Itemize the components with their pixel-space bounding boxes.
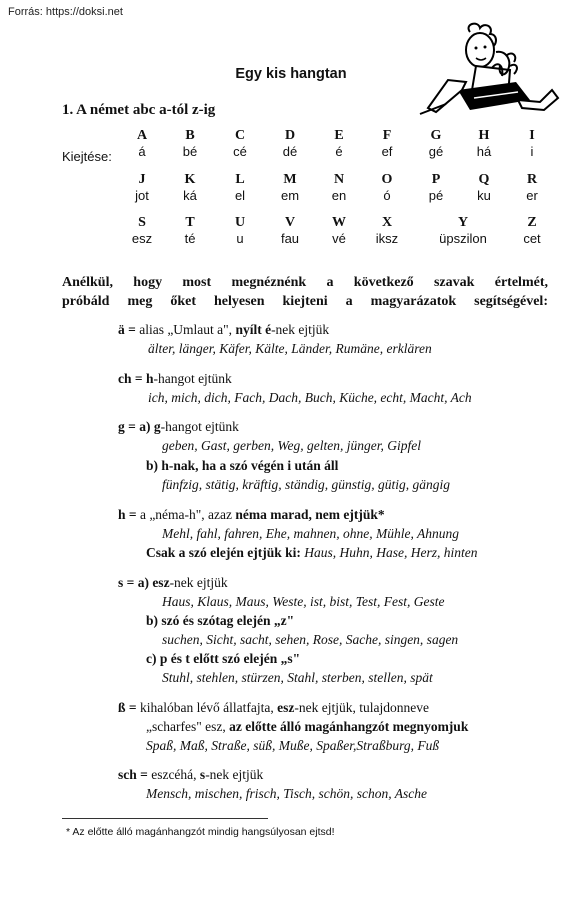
alphabet-letter: A [136, 128, 148, 143]
alphabet-letter: T [185, 215, 195, 230]
alphabet-pronunciation: i [530, 144, 534, 159]
alphabet-letter: U [234, 215, 246, 230]
alphabet-letter: X [381, 215, 393, 230]
alphabet-pronunciation: há [476, 144, 492, 159]
alphabet-letter: P [431, 172, 441, 187]
alphabet-pronunciation: gé [428, 144, 444, 159]
alphabet-pronunciation: vé [332, 231, 346, 246]
examples-eszett: Spaß, Maß, Straße, süß, Muße, Spaßer,Straßburg, Fuß [146, 738, 440, 753]
examples-s-c: Stuhl, stehlen, stürzen, Stahl, sterben, stellen, spät [162, 670, 433, 685]
alphabet-letter: N [333, 172, 345, 187]
alphabet-letter: Y [457, 215, 469, 230]
rule-g: g = a) g-hangot ejtünk [118, 419, 239, 434]
alphabet-letter: J [138, 172, 146, 187]
rule-s-c: c) p és t előtt szó elején „s" [146, 651, 301, 666]
alphabet-cell [497, 172, 567, 203]
rule-h-csak: Csak a szó elején ejtjük ki: Haus, Huhn, Hase, Herz, hinten [146, 545, 478, 560]
alphabet-pronunciation: jot [135, 188, 149, 203]
alphabet-letter: V [284, 215, 296, 230]
alphabet-pronunciation: cet [523, 231, 541, 246]
alphabet-letter: E [334, 128, 344, 143]
alphabet-pronunciation: em [280, 188, 300, 203]
alphabet-pronunciation: ef [381, 144, 393, 159]
alphabet-pronunciation: u [236, 231, 244, 246]
alphabet-pronunciation: üpszilon [439, 231, 487, 246]
alphabet-pronunciation: á [138, 144, 146, 159]
alphabet-letter: C [234, 128, 246, 143]
alphabet-pronunciation: iksz [375, 231, 399, 246]
intro-line: próbáld meg őket helyesen kiejteni a magyarázatok segítségével: [62, 294, 548, 309]
alphabet-pronunciation: é [335, 144, 343, 159]
alphabet-letter: L [235, 172, 245, 187]
alphabet-letter: M [283, 172, 297, 187]
footnote: * Az előtte álló magánhangzót mindig hangsúlyosan ejtsd! [66, 826, 335, 838]
examples-ch: ich, mich, dich, Fach, Dach, Buch, Küche, echt, Macht, Ach [148, 390, 472, 405]
alphabet-pronunciation: dé [282, 144, 298, 159]
examples-s-b: suchen, Sicht, sacht, sehen, Rose, Sache, singen, sagen [162, 632, 459, 647]
alphabet-letter: Z [527, 215, 537, 230]
alphabet-letter: B [185, 128, 195, 143]
rule-eszett: ß = kihalóban lévő állatfajta, esz-nek ejtjük, tulajdonneve [118, 700, 429, 715]
alphabet-letter: H [478, 128, 490, 143]
alphabet-pronunciation: té [184, 231, 196, 246]
alphabet-letter: Q [478, 172, 490, 187]
alphabet-letter: I [529, 128, 535, 143]
footnote-divider [62, 818, 268, 819]
examples-ae: älter, länger, Käfer, Kälte, Länder, Rumäne, erklären [148, 341, 432, 356]
examples-sch: Mensch, mischen, frisch, Tisch, schön, schon, Asche [146, 786, 427, 801]
rule-eszett-line2: „scharfes" esz, az előtte álló magánhangzót megnyomjuk [146, 719, 469, 734]
alphabet-letter: W [332, 215, 346, 230]
rule-ch: ch = h-hangot ejtünk [118, 371, 232, 386]
page-title: Egy kis hangtan [235, 66, 347, 82]
rule-sch: sch = eszcéhá, s-nek ejtjük [118, 767, 264, 782]
examples-g-b: fünfzig, stätig, kräftig, ständig, günstig, gütig, gängig [162, 477, 451, 492]
alphabet-pronunciation: esz [131, 231, 153, 246]
rule-s-b: b) szó és szótag elején „z" [146, 613, 295, 628]
alphabet-pronunciation: fau [280, 231, 300, 246]
rule-h: h = a „néma-h", azaz néma marad, nem ejtjük* [118, 507, 385, 522]
alphabet-letter: D [284, 128, 296, 143]
examples-g-a: geben, Gast, gerben, Weg, gelten, jünger, Gipfel [162, 438, 421, 453]
alphabet-cell [428, 215, 498, 246]
alphabet-pronunciation: ká [183, 188, 197, 203]
alphabet-letter: G [430, 128, 442, 143]
examples-s-a: Haus, Klaus, Maus, Weste, ist, bist, Test, Fest, Geste [162, 594, 445, 609]
alphabet-cell [497, 215, 567, 246]
alphabet-letter: F [382, 128, 392, 143]
alphabet-letter: O [381, 172, 393, 187]
alphabet-pronunciation: bé [182, 144, 198, 159]
rule-g-b: b) h-nak, ha a szó végén i után áll [146, 458, 339, 473]
alphabet-cell [352, 215, 422, 246]
alphabet-pronunciation: en [331, 188, 347, 203]
alphabet-letter: K [184, 172, 196, 187]
alphabet-pronunciation: cé [233, 144, 247, 159]
alphabet-pronunciation: ó [383, 188, 391, 203]
alphabet-letter: R [526, 172, 538, 187]
alphabet-pronunciation: el [234, 188, 246, 203]
section-heading: 1. A német abc a-tól z-ig [62, 102, 216, 118]
alphabet-pronunciation: ku [477, 188, 491, 203]
intro-paragraph [62, 273, 548, 311]
alphabet-cell [497, 128, 567, 159]
rule-ae: ä = alias „Umlaut a", nyílt é-nek ejtjük [118, 322, 330, 337]
alphabet-pronunciation: er [526, 188, 538, 203]
alphabet-letter: S [138, 215, 146, 230]
intro-line: Anélkül, hogy most megnéznénk a következő szavak értelmét, [62, 275, 548, 290]
examples-h: Mehl, fahl, fahren, Ehe, mahnen, ohne, Mühle, Ahnung [162, 526, 459, 541]
alphabet-pronunciation: pé [428, 188, 444, 203]
rule-s: s = a) esz-nek ejtjük [118, 575, 228, 590]
pronunciation-label: Kiejtése: [62, 149, 112, 164]
source-note: Forrás: https://doksi.net [8, 6, 123, 18]
